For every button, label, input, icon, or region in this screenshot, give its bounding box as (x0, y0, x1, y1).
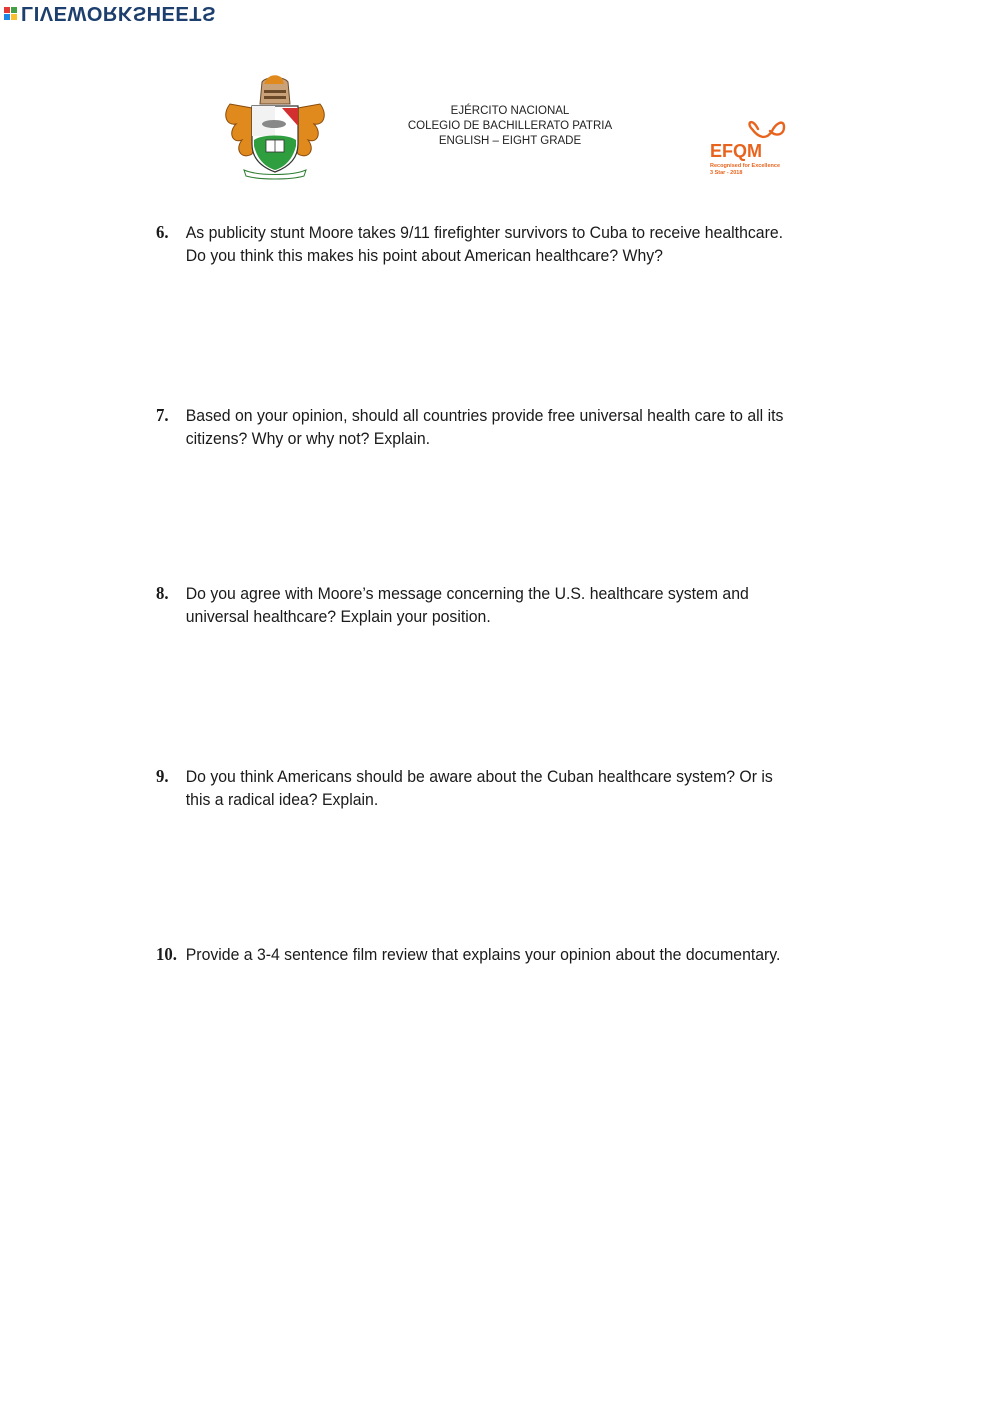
question-text: Based on your opinion, should all countries provide free universal health care to all its citizens? Why or why not? Explain. (185, 406, 784, 448)
liveworksheets-watermark (4, 2, 216, 24)
question-text: Do you agree with Moore’s message concerning the U.S. healthcare system and universal healthcare? Explain your position. (185, 584, 749, 626)
question-number: 8. (156, 583, 169, 603)
header-line-school: COLEGIO DE BACHILLERATO PATRIA (407, 120, 613, 132)
efqm-name: EFQM (710, 141, 762, 161)
school-header (380, 104, 640, 149)
question-number: 6. (156, 222, 169, 242)
question-number: 10. (156, 944, 177, 964)
efqm-logo (706, 113, 798, 179)
watermark-logo-icon (4, 7, 17, 20)
question-text: Provide a 3-4 sentence film review that explains your opinion about the documentary. (185, 945, 781, 964)
question-number: 7. (156, 405, 169, 425)
question-number: 9. (156, 766, 169, 786)
school-crest-logo (222, 74, 328, 180)
question-text: As publicity stunt Moore takes 9/11 firefighter survivors to Cuba to receive healthcare. Do you think this makes his point about American healthcare? Why? (185, 223, 784, 265)
efqm-year: 3 Star - 2018 (710, 170, 743, 176)
header-line-army: EJÉRCITO NACIONAL (450, 105, 570, 117)
header-line-course: ENGLISH – EIGHT GRADE (438, 135, 582, 147)
question-6 (156, 221, 788, 267)
question-9 (156, 765, 788, 811)
efqm-tagline: Recognised for Excellence (710, 163, 780, 169)
watermark-text: LIVEWORKSHEETS (21, 2, 216, 24)
question-10 (156, 943, 788, 966)
question-8 (156, 582, 788, 628)
question-text: Do you think Americans should be aware about the Cuban healthcare system? Or is this a radical idea? Explain. (185, 767, 773, 809)
question-7 (156, 404, 788, 450)
